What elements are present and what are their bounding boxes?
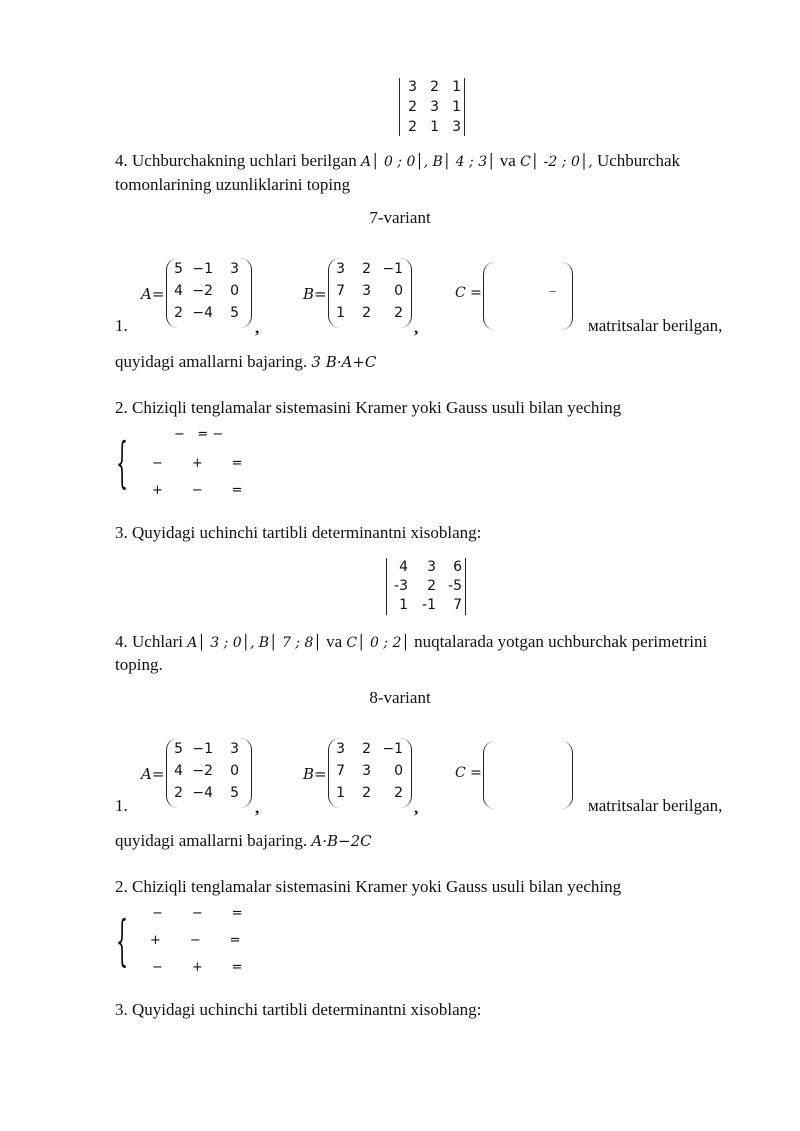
matrix-a xyxy=(166,738,252,808)
joiner: va xyxy=(326,632,343,651)
det-cell: 6 xyxy=(453,559,462,575)
matrix-b-label: B= xyxy=(303,765,327,783)
matrix-cell: 4 xyxy=(174,763,183,779)
matrix-cell: 2 xyxy=(174,305,183,321)
task-text: Uchlari xyxy=(132,632,183,651)
matrix-cell: −1 xyxy=(382,261,403,277)
matrix-c-sign: − xyxy=(549,284,557,299)
matrix-cell: 3 xyxy=(362,283,371,299)
det-cell: -5 xyxy=(448,578,462,594)
matrix-cell: −1 xyxy=(192,741,213,757)
point-b: B│ 4 ; 3│ xyxy=(432,154,496,170)
equation-row: − + = xyxy=(152,960,243,975)
joiner: va xyxy=(499,151,516,170)
variant-heading: 7-variant xyxy=(369,208,431,227)
det-cell: 1 xyxy=(452,79,461,95)
comma: , xyxy=(255,318,260,337)
matrix-cell: 2 xyxy=(394,305,403,321)
point-b: B│ 7 ; 8│ xyxy=(258,635,322,651)
variant-heading: 8-variant xyxy=(369,688,431,707)
task-number: 4. xyxy=(115,632,128,651)
task1-line2 xyxy=(115,352,376,372)
task-text: Uchburchakning uchlari berilgan xyxy=(132,151,357,170)
matrix-a-label: A= xyxy=(141,285,165,303)
task4-line1 xyxy=(115,632,707,652)
matrix-cell: 5 xyxy=(174,261,183,277)
matrix-cell: 3 xyxy=(336,741,345,757)
det-cell: 1 xyxy=(430,119,439,135)
left-brace: { xyxy=(116,909,129,972)
task-number: 1. xyxy=(115,316,128,335)
matrix-b-label: B= xyxy=(303,285,327,303)
equation-row: + − = xyxy=(152,483,243,498)
matrix-cell: −2 xyxy=(192,763,213,779)
matrix-b xyxy=(328,258,412,328)
det-cell: 1 xyxy=(452,99,461,115)
det-cell: -3 xyxy=(394,578,408,594)
task2-text: 2. Chiziqli tenglamalar sistemasini Kramer yoki Gauss usuli bilan yeching xyxy=(115,398,622,417)
comma: , xyxy=(414,798,419,817)
matrix-cell: 3 xyxy=(336,261,345,277)
matrix-cell: 7 xyxy=(336,283,345,299)
point-a: A│ 0 ; 0│, xyxy=(360,154,429,170)
task-number: 4. xyxy=(115,151,128,170)
expression: 3 B·A+C xyxy=(311,353,377,371)
matrix-c xyxy=(483,262,573,330)
task-text: quyidagi amallarni bajaring. xyxy=(115,352,308,371)
task-number: 1. xyxy=(115,796,128,815)
equation-row: − − = xyxy=(152,906,243,921)
matrix-cell: 3 xyxy=(362,763,371,779)
matrix-cell: 3 xyxy=(230,261,239,277)
matrix-cell: −1 xyxy=(192,261,213,277)
point-c: C│ 0 ; 2│ xyxy=(346,635,410,651)
matrix-cell: 2 xyxy=(362,261,371,277)
det-cell: 3 xyxy=(452,119,461,135)
matrix-cell: 0 xyxy=(230,763,239,779)
given-text: мatritsalar berilgan, xyxy=(588,316,723,335)
matrix-cell: 4 xyxy=(174,283,183,299)
det-cell: 1 xyxy=(399,597,408,613)
task3-text: 3. Quyidagi uchinchi tartibli determinantni xisoblang: xyxy=(115,523,482,542)
det-cell: 7 xyxy=(453,597,462,613)
task-text-tail: Uchburchak xyxy=(596,151,681,170)
expression: A·B−2C xyxy=(311,832,372,850)
matrix-cell: −4 xyxy=(192,305,213,321)
matrix-cell: −1 xyxy=(382,741,403,757)
matrix-cell: 2 xyxy=(362,785,371,801)
matrix-cell: 0 xyxy=(394,763,403,779)
det-cell: 3 xyxy=(427,559,436,575)
task3-text: 3. Quyidagi uchinchi tartibli determinantni xisoblang: xyxy=(115,1000,482,1019)
det-cell: -1 xyxy=(422,597,436,613)
task4-line2: tomonlarining uzunliklarini toping xyxy=(115,175,351,194)
matrix-cell: 1 xyxy=(336,305,345,321)
task4-line2: toping. xyxy=(115,655,163,674)
determinant xyxy=(386,558,466,615)
matrix-cell: 5 xyxy=(174,741,183,757)
matrix-cell: 2 xyxy=(174,785,183,801)
task2-text: 2. Chiziqli tenglamalar sistemasini Kramer yoki Gauss usuli bilan yeching xyxy=(115,877,622,896)
matrix-cell: 1 xyxy=(336,785,345,801)
matrix-cell: 3 xyxy=(230,741,239,757)
matrix-cell: 2 xyxy=(362,741,371,757)
det-cell: 2 xyxy=(408,119,417,135)
det-cell: 3 xyxy=(430,99,439,115)
equation-row: − + = xyxy=(152,456,243,471)
matrix-b xyxy=(328,738,412,808)
matrix-cell: 5 xyxy=(230,305,239,321)
equation-row: + − = xyxy=(150,933,241,948)
matrix-a-label: A= xyxy=(141,765,165,783)
det-cell: 2 xyxy=(427,578,436,594)
matrix-cell: −2 xyxy=(192,283,213,299)
det-cell: 2 xyxy=(408,99,417,115)
matrix-cell: 2 xyxy=(394,785,403,801)
matrix-c-label: C = xyxy=(455,765,482,781)
task4-line1 xyxy=(115,151,680,171)
given-text: мatritsalar berilgan, xyxy=(588,796,723,815)
matrix-a xyxy=(166,258,252,328)
matrix-cell: 7 xyxy=(336,763,345,779)
comma: , xyxy=(414,318,419,337)
matrix-c xyxy=(483,741,573,809)
matrix-c-label: C = xyxy=(455,285,482,301)
matrix-cell: 0 xyxy=(394,283,403,299)
point-c: C│ -2 ; 0│, xyxy=(520,154,593,170)
left-brace: { xyxy=(116,431,129,494)
matrix-cell: 5 xyxy=(230,785,239,801)
comma: , xyxy=(255,798,260,817)
matrix-cell: −4 xyxy=(192,785,213,801)
matrix-cell: 0 xyxy=(230,283,239,299)
equation-row: − = − xyxy=(174,427,224,442)
task1-line2 xyxy=(115,831,372,851)
det-cell: 2 xyxy=(430,79,439,95)
task-text: quyidagi amallarni bajaring. xyxy=(115,831,308,850)
det-cell: 3 xyxy=(408,79,417,95)
det-cell: 4 xyxy=(399,559,408,575)
matrix-cell: 2 xyxy=(362,305,371,321)
task-text-tail: nuqtalarada yotgan uchburchak perimetrini xyxy=(414,632,708,651)
point-a: A│ 3 ; 0│, xyxy=(187,635,255,651)
top-determinant xyxy=(399,78,465,136)
